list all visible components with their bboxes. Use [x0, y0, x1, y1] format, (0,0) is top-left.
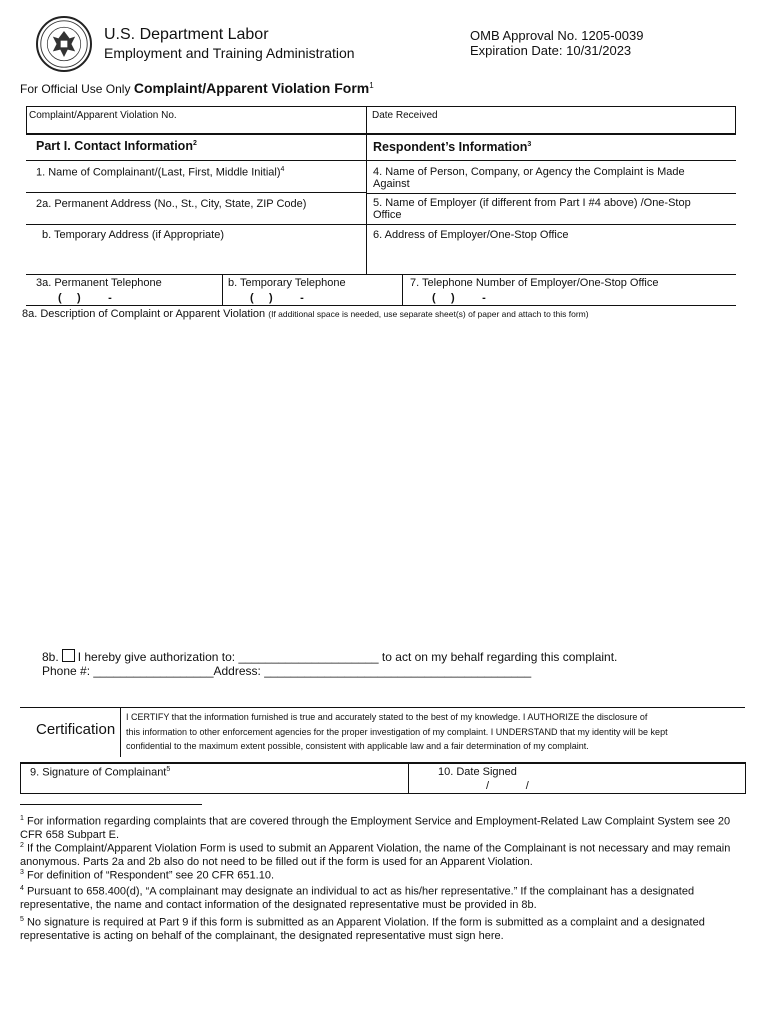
- divider: [402, 274, 403, 306]
- violation-number-field[interactable]: Complaint/Apparent Violation No.: [29, 110, 177, 121]
- employer-telephone-label: 7. Telephone Number of Employer/One-Stop Office: [410, 277, 659, 289]
- divider: [26, 305, 736, 306]
- divider: [26, 106, 736, 107]
- signature-field[interactable]: 9. Signature of Complainant$^5$: [30, 766, 171, 779]
- divider: [366, 106, 367, 134]
- description-label: 8a. Description of Complaint or Apparent Violation (If additional space is needed, use separate sheet(s) of paper and attach to this form): [22, 308, 589, 320]
- authorization-line: 8b. I hereby give authorization to: _____________________ to act on my behalf regarding this complaint.: [42, 650, 618, 664]
- date-received-field[interactable]: Date Received: [372, 110, 438, 121]
- representative-contact-line[interactable]: Phone #: __________________Address: ________________________________________: [42, 664, 532, 678]
- footnote-5: $^5$ No signature is required at Part 9 if this form is submitted as an Apparent Violation. If the form is submitted as a complaint and a designated representative is acting on behalf of the complainant, the designated representative must sign here.: [20, 916, 705, 942]
- divider: [26, 160, 736, 161]
- official-use-prefix: For Official Use Only: [20, 82, 131, 96]
- divider: [20, 707, 120, 708]
- official-use-heading: [20, 80, 374, 96]
- permanent-address-field[interactable]: 2a. Permanent Address (No., St., City, State, ZIP Code): [36, 198, 307, 210]
- divider: [120, 707, 745, 708]
- complainant-name-field[interactable]: 1. Name of Complainant/(Last, First, Middle Initial)$^4$: [36, 166, 285, 179]
- employer-telephone-field[interactable]: ( ) -: [432, 292, 486, 304]
- footnote-4: $^4$ Pursuant to 658.400(d), “A complainant may designate an individual to act as his/her representative.” If the complainant has a designated representative, the name and contact information of the designated representative must be provided in 8b.: [20, 885, 695, 911]
- authorization-checkbox[interactable]: [62, 649, 75, 662]
- divider: [366, 135, 367, 275]
- temporary-telephone-field[interactable]: ( ) -: [250, 292, 304, 304]
- expiration-date: Expiration Date: 10/31/2023: [470, 43, 632, 58]
- part1-heading: Part I. Contact Information$^2$: [36, 139, 197, 153]
- divider: [745, 762, 746, 794]
- omb-approval: OMB Approval No. 1205-0039: [470, 28, 644, 43]
- employer-name-field[interactable]: 5. Name of Employer (if different from Part I #4 above) /One-Stop Office: [373, 197, 691, 221]
- respondent-heading: Respondent’s Information$^3$: [373, 140, 532, 154]
- divider: [20, 762, 746, 764]
- date-signed-field[interactable]: / /: [486, 780, 529, 792]
- certification-text: I CERTIFY that the information furnished is true and accurately stated to the best of my knowledge. I AUTHORIZE the disclosure of this information to other enforcement agencies for the proper investigation of my complaint. I UNDERSTAND that my identity will be kept confidential to the maximum extent possible, consistent with applicable law and a fair determination of my complaint.: [126, 712, 668, 751]
- certification-heading: Certification: [36, 721, 116, 738]
- footnote-3: $^3$ For definition of “Respondent” see 20 CFR 651.10.: [20, 869, 274, 882]
- divider: [20, 762, 21, 794]
- divider: [408, 762, 409, 794]
- divider: [366, 193, 736, 194]
- divider: [735, 106, 736, 134]
- respondent-name-field[interactable]: 4. Name of Person, Company, or Agency the Complaint is Made Against: [373, 166, 685, 190]
- form-title-note: 1: [369, 81, 374, 90]
- footnote-separator: [20, 804, 202, 805]
- footnote-2: $^2$ If the Complaint/Apparent Violation Form is used to submit an Apparent Violation, the name of the Complainant is not necessary and may remain anonymous. Parts 2a and 2b also do not need to be filled out if the form is used for an Apparent Violation.: [20, 842, 731, 868]
- department-seal-logo: [36, 16, 92, 72]
- date-signed-label: 10. Date Signed: [438, 766, 517, 778]
- permanent-telephone-field[interactable]: ( ) -: [58, 292, 112, 304]
- divider: [26, 133, 736, 135]
- divider: [120, 707, 121, 757]
- form-title: Complaint/Apparent Violation Form: [133, 80, 370, 96]
- temporary-telephone-label: b. Temporary Telephone: [228, 277, 346, 289]
- divider: [222, 274, 223, 306]
- temporary-address-field[interactable]: b. Temporary Address (if Appropriate): [42, 229, 224, 241]
- division-name: Employment and Training Administration: [104, 45, 355, 61]
- divider: [26, 224, 366, 225]
- description-textarea[interactable]: [26, 324, 736, 634]
- divider: [366, 224, 736, 225]
- divider: [26, 106, 27, 134]
- agency-name: U.S. Department Labor: [104, 26, 269, 43]
- divider: [26, 274, 736, 275]
- permanent-telephone-label: 3a. Permanent Telephone: [36, 277, 162, 289]
- footnote-1: $^1$ For information regarding complaints that are covered through the Employment Service and Employment-Related Law Complaint System see 20 CFR 658 Subpart E.: [20, 815, 731, 841]
- divider: [26, 192, 366, 193]
- employer-address-field[interactable]: 6. Address of Employer/One-Stop Office: [373, 229, 569, 241]
- divider: [20, 793, 746, 794]
